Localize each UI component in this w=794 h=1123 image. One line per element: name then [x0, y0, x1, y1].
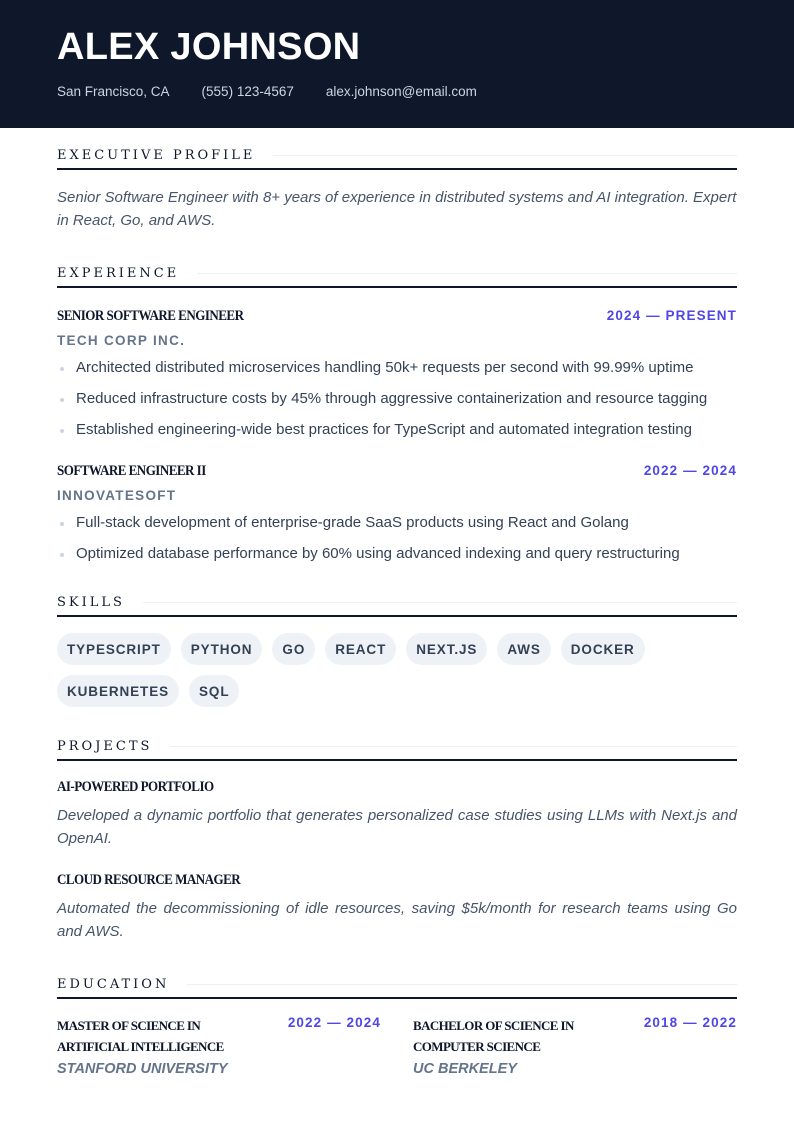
- projects-section: [57, 739, 737, 943]
- list-item: [57, 418, 737, 449]
- bullet-dot-icon: [60, 553, 64, 557]
- skill-tag: GO: [272, 633, 315, 665]
- education-dates: 2018 — 2022: [643, 1015, 737, 1030]
- school-name: UC BERKELEY: [413, 1061, 517, 1077]
- bullet-text: Reduced infrastructure costs by 45% through aggressive containerization and resource tagging: [76, 390, 708, 407]
- bullet-text: Architected distributed microservices handling 50k+ requests per second with 99.99% uptime: [76, 359, 694, 376]
- heading-rule: [170, 746, 737, 747]
- project-description: Developed a dynamic portfolio that generates personalized case studies using LLMs with Next.js and OpenAI.: [57, 807, 737, 847]
- list-item: [57, 356, 737, 387]
- section-title: EXECUTIVE PROFILE: [57, 148, 256, 163]
- section-title: PROJECTS: [57, 739, 153, 754]
- section-heading-profile: [57, 148, 737, 170]
- heading-rule: [143, 602, 737, 603]
- job-title: SOFTWARE ENGINEER II: [57, 463, 206, 479]
- resume-body: [0, 148, 794, 1077]
- degree-title: BACHELOR OF SCIENCE IN COMPUTER SCIENCE: [413, 1018, 574, 1054]
- skill-tag: REACT: [325, 633, 396, 665]
- skills-section: [57, 595, 737, 707]
- heading-rule: [197, 273, 737, 274]
- profile-section: [57, 148, 737, 232]
- bullet-text: Established engineering-wide best practices for TypeScript and automated integration testing: [76, 421, 692, 438]
- bullet-dot-icon: [60, 367, 64, 371]
- section-heading-skills: [57, 595, 737, 617]
- experience-section: [57, 266, 737, 573]
- section-title: EXPERIENCE: [57, 266, 180, 281]
- profile-summary: Senior Software Engineer with 8+ years of experience in distributed systems and AI integration. Expert in React, Go, and AWS.: [57, 189, 737, 229]
- bullet-text: Optimized database performance by 60% using advanced indexing and query restructuring: [76, 545, 680, 562]
- project-title: AI-POWERED PORTFOLIO: [57, 779, 214, 795]
- education-entry: [57, 1015, 381, 1077]
- skill-tag: TYPESCRIPT: [57, 633, 171, 665]
- bullet-dot-icon: [60, 398, 64, 402]
- job-bullets: [57, 356, 737, 449]
- section-heading-education: [57, 977, 737, 999]
- education-list: [57, 1015, 737, 1077]
- section-title: EDUCATION: [57, 977, 170, 992]
- company-name: INNOVATESOFT: [57, 488, 177, 503]
- contact-email: alex.johnson@email.com: [325, 84, 477, 99]
- heading-rule: [273, 155, 737, 156]
- contact-location: San Francisco, CA: [57, 84, 170, 99]
- job-entry: [57, 463, 737, 573]
- education-section: [57, 977, 737, 1077]
- list-item: [57, 542, 737, 573]
- education-dates: 2022 — 2024: [287, 1015, 381, 1030]
- job-title: SENIOR SOFTWARE ENGINEER: [57, 308, 244, 324]
- skills-list: [57, 633, 737, 707]
- skill-tag: KUBERNETES: [57, 675, 179, 707]
- job-bullets: [57, 511, 737, 573]
- candidate-name: ALEX JOHNSON: [57, 26, 361, 68]
- skill-tag: DOCKER: [561, 633, 645, 665]
- skill-tag: SQL: [189, 675, 239, 707]
- section-heading-projects: [57, 739, 737, 761]
- project-description: Automated the decommissioning of idle resources, saving $5k/month for research teams using Go and AWS.: [57, 900, 737, 940]
- skill-tag: NEXT.JS: [406, 633, 487, 665]
- resume-header: [0, 0, 794, 128]
- list-item: [57, 511, 737, 542]
- project-title: CLOUD RESOURCE MANAGER: [57, 872, 241, 888]
- heading-rule: [187, 984, 737, 985]
- job-dates: 2022 — 2024: [643, 463, 737, 478]
- section-heading-experience: [57, 266, 737, 288]
- school-name: STANFORD UNIVERSITY: [57, 1061, 228, 1077]
- education-entry: [413, 1015, 737, 1077]
- bullet-dot-icon: [60, 522, 64, 526]
- bullet-dot-icon: [60, 429, 64, 433]
- contact-info: [57, 84, 737, 99]
- project-entry: [57, 872, 737, 943]
- project-entry: [57, 779, 737, 850]
- skill-tag: PYTHON: [181, 633, 263, 665]
- company-name: TECH CORP INC.: [57, 333, 186, 348]
- contact-phone: (555) 123-4567: [201, 84, 294, 99]
- job-entry: [57, 308, 737, 449]
- job-dates: 2024 — PRESENT: [606, 308, 737, 323]
- section-title: SKILLS: [57, 595, 125, 610]
- bullet-text: Full-stack development of enterprise-grade SaaS products using React and Golang: [76, 514, 629, 531]
- list-item: [57, 387, 737, 418]
- degree-title: MASTER OF SCIENCE IN ARTIFICIAL INTELLIGENCE: [57, 1018, 224, 1054]
- skill-tag: AWS: [497, 633, 550, 665]
